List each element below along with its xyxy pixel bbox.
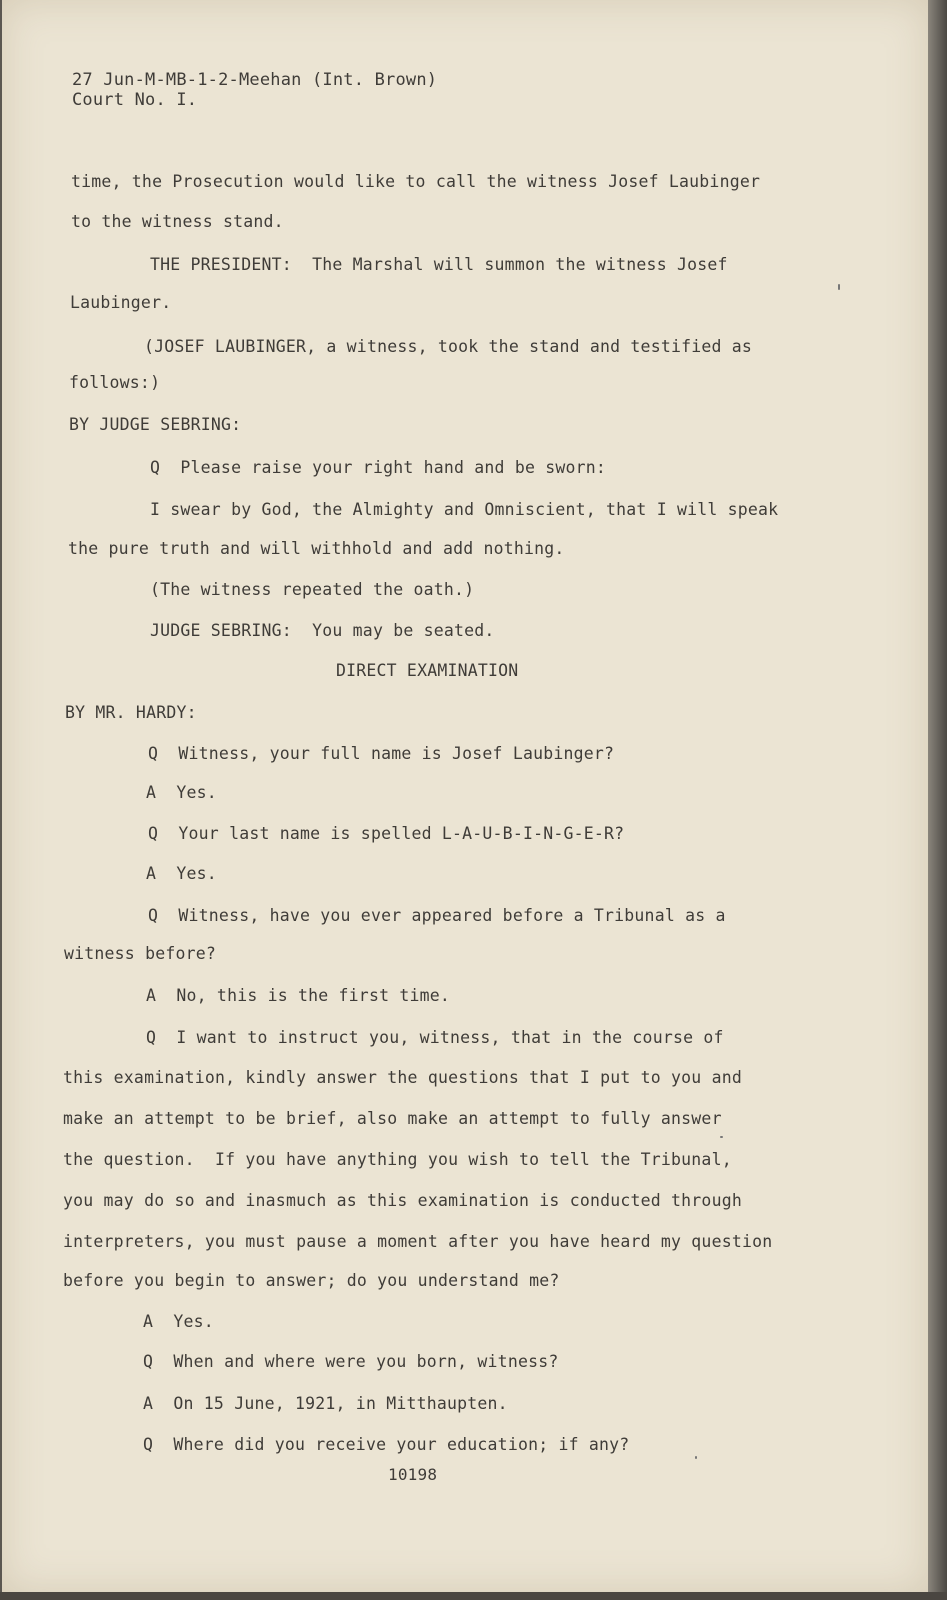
paper-speck: [695, 1456, 697, 1459]
text-line: witness before?: [64, 944, 217, 963]
text-line: this examination, kindly answer the questions that I put to you and: [63, 1068, 742, 1087]
text-line: Q Where did you receive your education; if any?: [143, 1435, 630, 1454]
text-line: make an attempt to be brief, also make an attempt to fully answer: [63, 1109, 722, 1128]
text-line: Q When and where were you born, witness?: [143, 1352, 559, 1371]
text-line: A Yes.: [146, 864, 217, 883]
text-line: JUDGE SEBRING: You may be seated.: [150, 621, 495, 640]
scan-edge-bottom: [0, 1592, 947, 1600]
text-line: follows:): [69, 373, 161, 392]
text-line: A Yes.: [143, 1312, 214, 1331]
header-line-2: Court No. I.: [72, 90, 198, 110]
text-line: BY MR. HARDY:: [65, 703, 197, 722]
text-line: Q Your last name is spelled L-A-U-B-I-N-G-E-R?: [148, 824, 625, 843]
text-line: the question. If you have anything you wish to tell the Tribunal,: [63, 1150, 732, 1169]
scan-edge-right: [928, 0, 947, 1600]
document-page: [2, 0, 928, 1592]
text-line: Q Witness, have you ever appeared before a Tribunal as a: [148, 906, 726, 925]
text-line: (JOSEF LAUBINGER, a witness, took the stand and testified as: [144, 337, 753, 356]
text-line: time, the Prosecution would like to call the witness Josef Laubinger: [71, 172, 761, 191]
text-line: THE PRESIDENT: The Marshal will summon the witness Josef: [150, 255, 728, 274]
text-line: to the witness stand.: [71, 212, 284, 231]
section-heading: DIRECT EXAMINATION: [336, 661, 519, 680]
header-line-1: 27 Jun-M-MB-1-2-Meehan (Int. Brown): [72, 70, 438, 90]
text-line: interpreters, you must pause a moment after you have heard my question: [63, 1232, 773, 1251]
paper-speck: [720, 1136, 723, 1138]
page-number: 10198: [388, 1465, 438, 1484]
text-line: A Yes.: [146, 783, 217, 802]
text-line: I swear by God, the Almighty and Omniscient, that I will speak: [150, 500, 779, 519]
text-line: Laubinger.: [70, 293, 172, 312]
text-line: A No, this is the first time.: [146, 986, 451, 1005]
text-line: before you begin to answer; do you understand me?: [63, 1271, 560, 1290]
text-line: Q Please raise your right hand and be sworn:: [150, 458, 607, 477]
text-line: the pure truth and will withhold and add nothing.: [68, 539, 565, 558]
text-line: you may do so and inasmuch as this examination is conducted through: [63, 1191, 742, 1210]
text-line: (The witness repeated the oath.): [150, 580, 475, 599]
text-line: Q Witness, your full name is Josef Laubinger?: [148, 744, 615, 763]
text-line: Q I want to instruct you, witness, that in the course of: [146, 1028, 724, 1047]
paper-speck: [838, 284, 840, 290]
text-line: A On 15 June, 1921, in Mitthaupten.: [143, 1394, 508, 1413]
text-line: BY JUDGE SEBRING:: [69, 415, 242, 434]
